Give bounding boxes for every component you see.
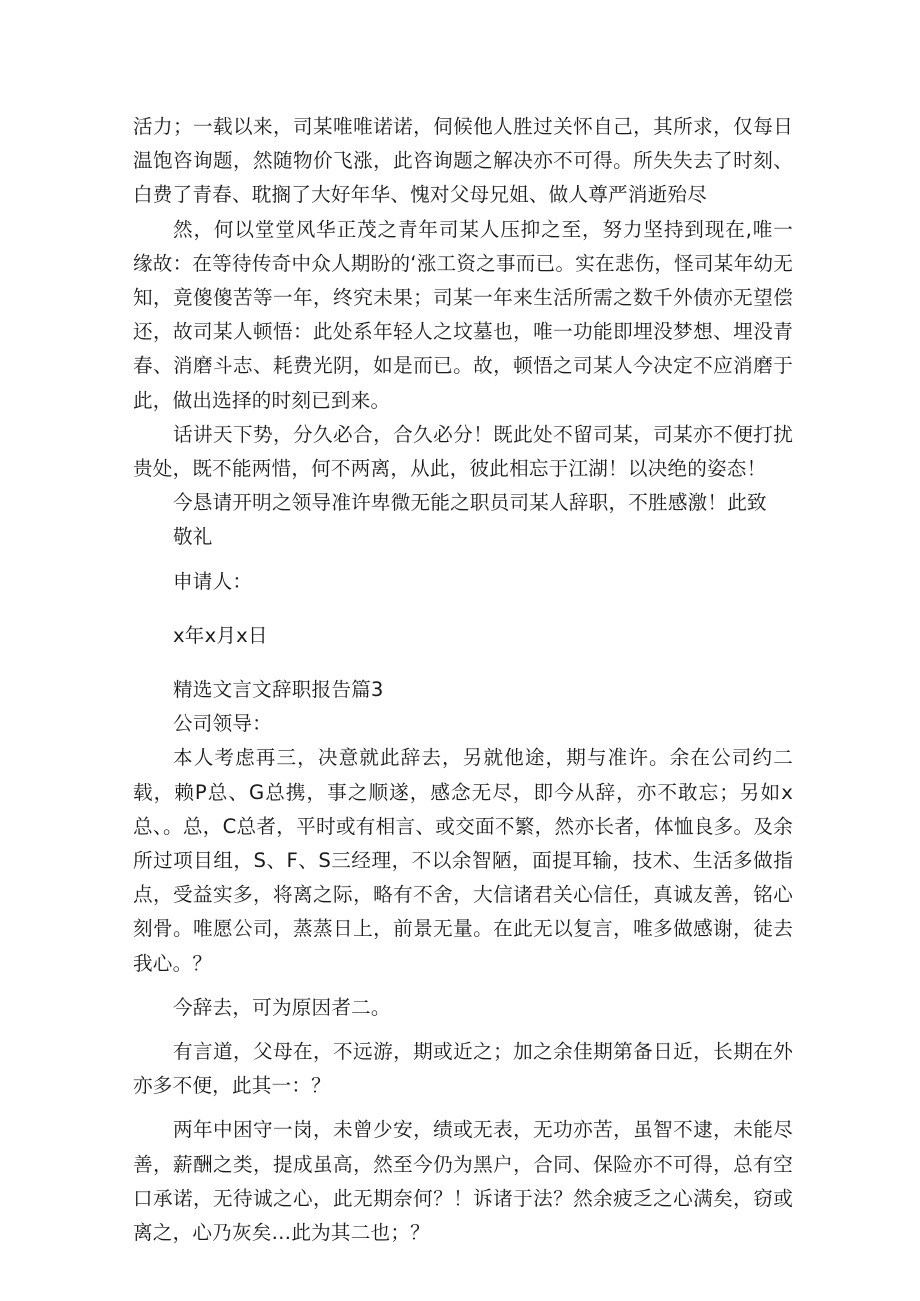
paragraph-reason: 然，何以堂堂风华正茂之青年司某人压抑之至，努力坚持到现在,唯一缘故：在等待传奇中众人期盼的‘涨工资之事而已。实在悲伤，怪司某年幼无知，竟傻傻苦等一年，终究未果；司某一年来生活所需之数千外债亦无望偿还，故司某人顿悟：此处系年轻人之坟墓也，唯一功能即埋没梦想、埋没青春、消磨斗志、耗费光阴，如是而已。故，顿悟之司某人今决定不应消磨于此，做出选择的时刻已到来。: [133, 217, 793, 412]
document-page: [133, 110, 793, 1250]
paragraph-consideration: 本人考虑再三，决意就此辞去，另就他途，期与准许。余在公司约二载，赖P总、G总携，事之顺遂，感念无尽，即今从辞，亦不敢忘；另如x总、。总，C总者，平时或有相言、或交面不繁，然亦长者，体恤良多。及余所过项目组，S、F、S三经理，不以余智陋，面提耳输，技术、生活多做指点，受益实多，将离之际，略有不舍，大信诸君关心信任，真诚友善，铭心刻骨。唯愿公司，蒸蒸日上，前景无量。在此无以复言，唯多做感谢，徒去我心。？: [133, 746, 793, 975]
paragraph-vitality: 活力；一载以来，司某唯唯诺诺，伺候他人胜过关怀自己，其所求，仅每日温饱咨询题，然随物价飞涨，此咨询题之解决亦不可得。所失失去了时刻、白费了青春、耽搁了大好年华、愧对父母兄姐、做人尊严消逝殆尽: [133, 115, 793, 207]
addressee: 公司领导：: [173, 712, 272, 736]
section-heading: 精选文言文辞职报告篇3: [173, 678, 384, 702]
paragraph-reason-two: 两年中困守一岗，未曾少安，绩或无表，无功亦苦，虽智不逮，未能尽善，薪酬之类，提成虽高，然至今仍为黑户，合同、保险亦不可得，总有空口承诺，无待诚之心，此无期奈何？！诉诸于法？然余疲乏之心满矣，窃或离之，心乃灰矣…此为其二也；？: [133, 1118, 793, 1245]
paragraph-reason-one: 有言道，父母在，不远游，期或近之；加之余佳期第备日近，长期在外亦多不便，此其一：？: [133, 1040, 793, 1098]
applicant-label: 申请人：: [173, 569, 253, 593]
salutation: 敬礼: [173, 525, 213, 549]
paragraph-reasons-intro: 今辞去，可为原因者二。: [173, 995, 391, 1019]
paragraph-request: 今恳请开明之领导准许卑微无能之职员司某人辞职，不胜感激！此致: [173, 491, 767, 515]
date-line: x年x月x日: [173, 623, 268, 647]
paragraph-farewell: 话讲天下势，分久必合，合久必分！既此处不留司某，司某亦不便打扰贵处，既不能两惜，何不两离，从此，彼此相忘于江湖！以决绝的姿态！: [133, 422, 793, 481]
